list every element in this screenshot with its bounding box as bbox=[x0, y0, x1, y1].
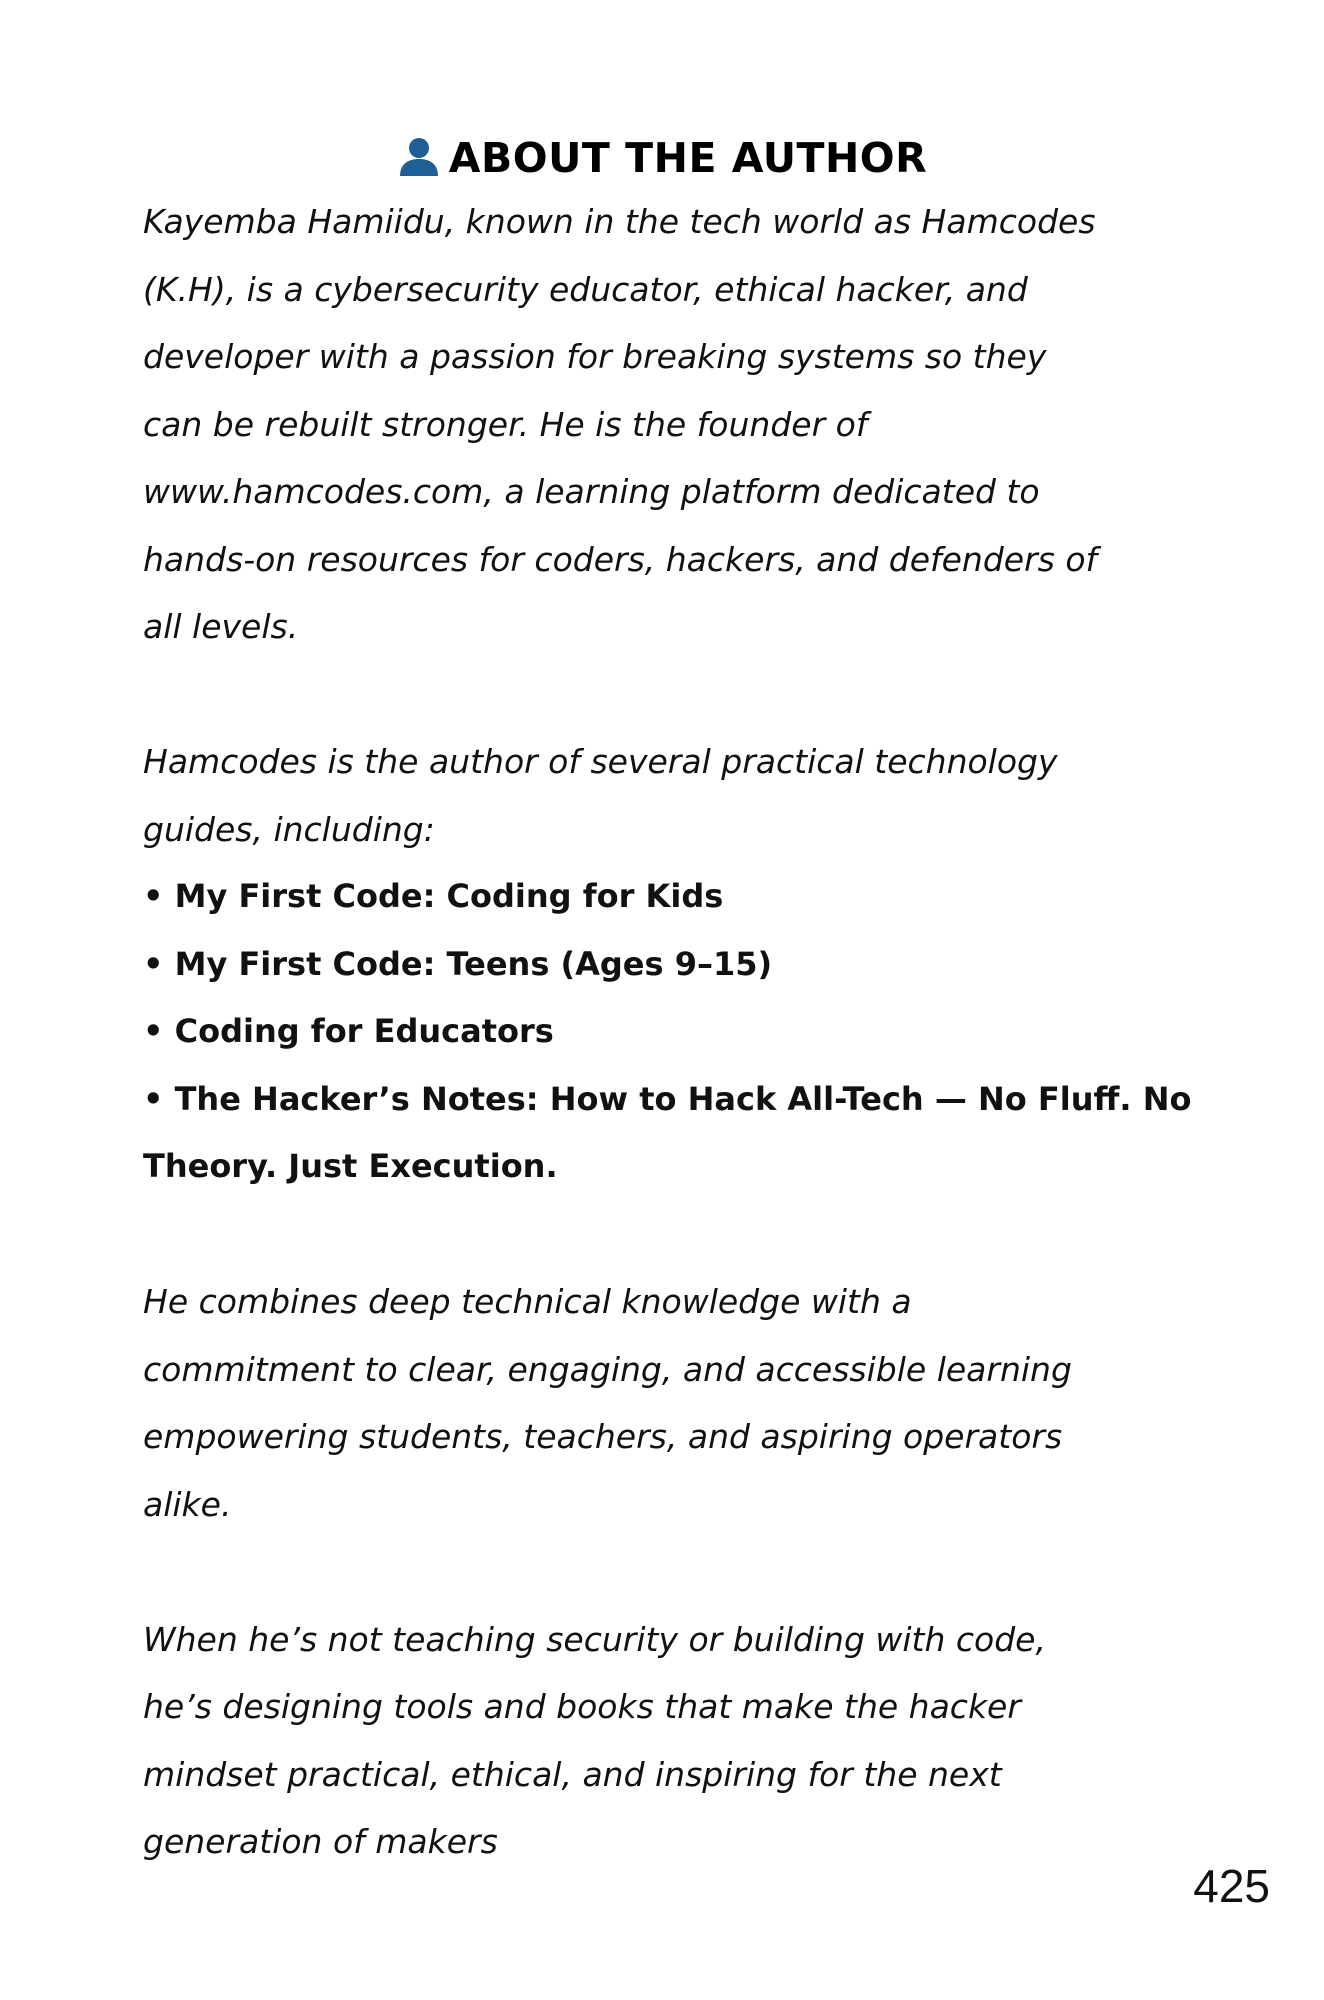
text-line: guides, including: bbox=[143, 809, 435, 849]
book-list bbox=[143, 863, 1223, 1201]
text-line: developer with a passion for breaking systems so they bbox=[143, 337, 1047, 376]
text-line: Hamcodes is the author of several practical technology bbox=[143, 742, 1058, 781]
text-line: he’s designing tools and books that make the hacker bbox=[143, 1687, 1021, 1726]
bio-paragraph-mission bbox=[143, 1268, 1223, 1538]
text-line: hands-on resources for coders, hackers, and defenders of bbox=[143, 539, 1098, 579]
paragraph-spacer bbox=[143, 1538, 1223, 1606]
page-heading bbox=[0, 128, 1324, 188]
page-number: 425 bbox=[1193, 1860, 1270, 1912]
text-line: commitment to clear, engaging, and accessible learning bbox=[143, 1349, 1072, 1389]
text-line: (K.H), is a cybersecurity educator, ethical hacker, and bbox=[143, 269, 1028, 309]
book-list-item: • The Hacker’s Notes: How to Hack All-Tech — No Fluff. No bbox=[143, 1079, 1192, 1118]
text-line: alike. bbox=[143, 1484, 232, 1524]
author-bio bbox=[143, 188, 1223, 1876]
bio-paragraph-books-intro bbox=[143, 728, 1223, 863]
book-list-item: • Coding for Educators bbox=[143, 1012, 554, 1050]
text-line: can be rebuilt stronger. He is the founder of bbox=[143, 404, 868, 444]
paragraph-spacer bbox=[143, 1201, 1223, 1269]
text-line: When he’s not teaching security or building with code, bbox=[143, 1619, 1046, 1659]
text-line: all levels. bbox=[143, 607, 299, 646]
paragraph-spacer bbox=[143, 661, 1223, 729]
book-list-item: • My First Code: Coding for Kids bbox=[143, 877, 724, 915]
bio-paragraph-intro bbox=[143, 188, 1223, 661]
text-line: empowering students, teachers, and aspiring operators bbox=[143, 1417, 1063, 1456]
book-list-item-continued: Theory. Just Execution. bbox=[143, 1147, 558, 1185]
text-line: Kayemba Hamiidu, known in the tech world as Hamcodes bbox=[143, 202, 1096, 241]
text-line: generation of makers bbox=[143, 1822, 498, 1861]
heading-title: ABOUT THE AUTHOR bbox=[448, 134, 928, 182]
text-line: www.hamcodes.com, a learning platform dedicated to bbox=[143, 472, 1040, 511]
text-line: He combines deep technical knowledge with a bbox=[143, 1282, 912, 1321]
person-silhouette-icon bbox=[397, 134, 441, 178]
text-line: mindset practical, ethical, and inspiring for the next bbox=[143, 1754, 1002, 1794]
book-list-item: • My First Code: Teens (Ages 9–15) bbox=[143, 944, 773, 983]
bio-paragraph-closing bbox=[143, 1606, 1223, 1876]
